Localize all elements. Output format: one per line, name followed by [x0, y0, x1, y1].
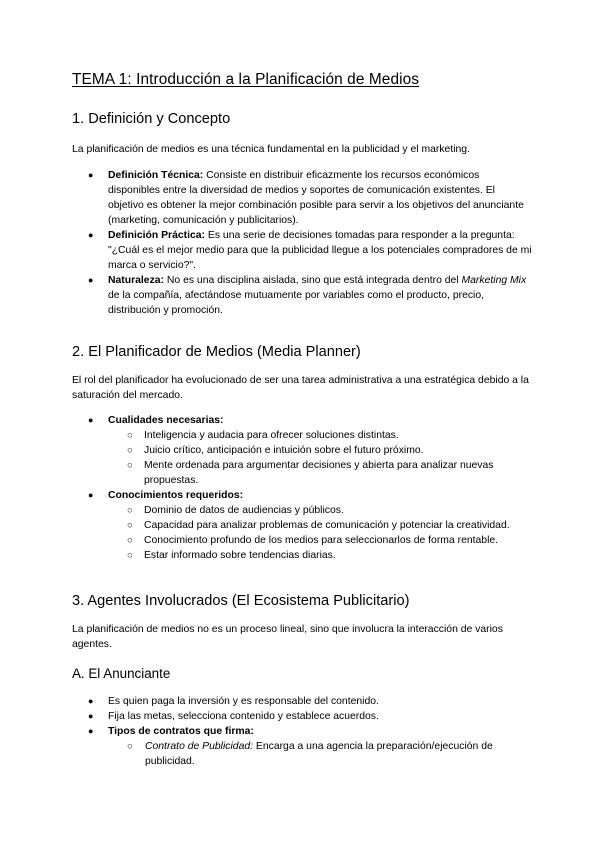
- sub-list-item: [108, 503, 532, 518]
- sub-list-item: [108, 443, 532, 458]
- item-text: No es una disciplina aislada, sino que está integrada dentro del: [164, 275, 462, 286]
- sub-item-text: Capacidad para analizar problemas de comunicación y potenciar la creatividad.: [144, 520, 510, 531]
- item-italic: Marketing Mix: [461, 275, 527, 286]
- sub-item-text: Encarga a una agencia la preparación/ejecución de publicidad.: [145, 741, 493, 767]
- section-1-list: [72, 168, 532, 318]
- section-1-intro: La planificación de medios es una técnica fundamental en la publicidad y el marketing.: [72, 144, 470, 155]
- list-item: [72, 413, 532, 488]
- sub-list-item: [108, 518, 532, 533]
- bullet-circle-icon: ○: [127, 460, 133, 471]
- bullet-dot-icon: ●: [88, 696, 94, 706]
- list-item: [72, 724, 532, 769]
- sub-item-text: Mente ordenada para argumentar decisiones y abierta para analizar nuevas propuestas.: [144, 460, 494, 486]
- item-label: Naturaleza:: [108, 275, 165, 286]
- list-item: [72, 709, 532, 724]
- bullet-dot-icon: ●: [88, 711, 94, 721]
- page-title: TEMA 1: Introducción a la Planificación de Medios: [72, 71, 420, 88]
- bullet-dot-icon: ●: [88, 170, 94, 180]
- bullet-dot-icon: ●: [88, 726, 94, 736]
- sub-list-item: [108, 533, 532, 548]
- item-label: Definición Técnica:: [108, 170, 204, 181]
- sub-item-italic: Contrato de Publicidad:: [145, 741, 254, 752]
- sub-list: [108, 739, 532, 769]
- item-text: Fija las metas, selecciona contenido y establece acuerdos.: [108, 711, 379, 722]
- group-label: Tipos de contratos que firma:: [108, 726, 254, 737]
- bullet-circle-icon: ○: [127, 741, 133, 752]
- bullet-dot-icon: ●: [88, 415, 94, 425]
- section-3a-heading: A. El Anunciante: [72, 666, 171, 681]
- bullet-circle-icon: ○: [127, 550, 133, 561]
- sub-item-text: Inteligencia y audacia para ofrecer soluciones distintas.: [144, 430, 399, 441]
- section-3a-list: [72, 694, 532, 769]
- list-item: [72, 168, 532, 228]
- sub-item-text: Juicio crítico, anticipación e intuición sobre el futuro próximo.: [144, 445, 424, 456]
- bullet-circle-icon: ○: [127, 445, 133, 456]
- bullet-circle-icon: ○: [127, 535, 133, 546]
- list-item: [72, 273, 532, 318]
- item-text: de la compañía, afectándose mutuamente por variables como el producto, precio, distribución y promoción.: [108, 290, 485, 316]
- sub-item-text: Conocimiento profundo de los medios para seleccionarlos de forma rentable.: [144, 535, 499, 546]
- bullet-dot-icon: ●: [88, 490, 94, 500]
- item-text: Consiste en distribuir eficazmente los recursos económicos disponibles entre la diversidad de medios y soportes de comunicación existentes. El objetivo es obtener la mejor combinación posible para servir a los objetivos del anunciante (marketing, comunicación y publicitarios).: [108, 170, 524, 226]
- sub-list-item: [108, 458, 532, 488]
- section-2-intro: El rol del planificador ha evolucionado de ser una tarea administrativa a una estratégica debido a la saturación del mercado.: [72, 375, 529, 401]
- sub-item-text: Dominio de datos de audiencias y públicos.: [144, 505, 344, 516]
- sub-item-text: Estar informado sobre tendencias diarias.: [144, 550, 336, 561]
- bullet-circle-icon: ○: [127, 430, 133, 441]
- bullet-dot-icon: ●: [88, 275, 94, 285]
- bullet-dot-icon: ●: [88, 230, 94, 240]
- section-3-intro: La planificación de medios no es un proceso lineal, sino que involucra la interacción de varios agentes.: [72, 624, 503, 650]
- sub-list-item: [108, 548, 532, 563]
- sub-list: [108, 428, 532, 488]
- bullet-circle-icon: ○: [127, 505, 133, 516]
- section-2-heading: 2. El Planificador de Medios (Media Planner): [72, 344, 361, 360]
- group-label: Cualidades necesarias:: [108, 415, 224, 426]
- section-1-heading: 1. Definición y Concepto: [72, 111, 231, 127]
- group-label: Conocimientos requeridos:: [108, 490, 244, 501]
- section-3-heading: 3. Agentes Involucrados (El Ecosistema Publicitario): [72, 593, 410, 609]
- sub-list-item: [108, 739, 532, 769]
- item-text: Es quien paga la inversión y es responsable del contenido.: [108, 696, 379, 707]
- list-item: [72, 488, 532, 563]
- item-text: Es una serie de decisiones tomadas para responder a la pregunta: "¿Cuál es el mejor medio para que la publicidad llegue a los potenciales compradores de mi marca o servicio?".: [108, 230, 532, 271]
- sub-list-item: [108, 428, 532, 443]
- section-2-list: [72, 413, 532, 563]
- item-label: Definición Práctica:: [108, 230, 206, 241]
- sub-list: [108, 503, 532, 563]
- list-item: [72, 694, 532, 709]
- list-item: [72, 228, 532, 273]
- bullet-circle-icon: ○: [127, 520, 133, 531]
